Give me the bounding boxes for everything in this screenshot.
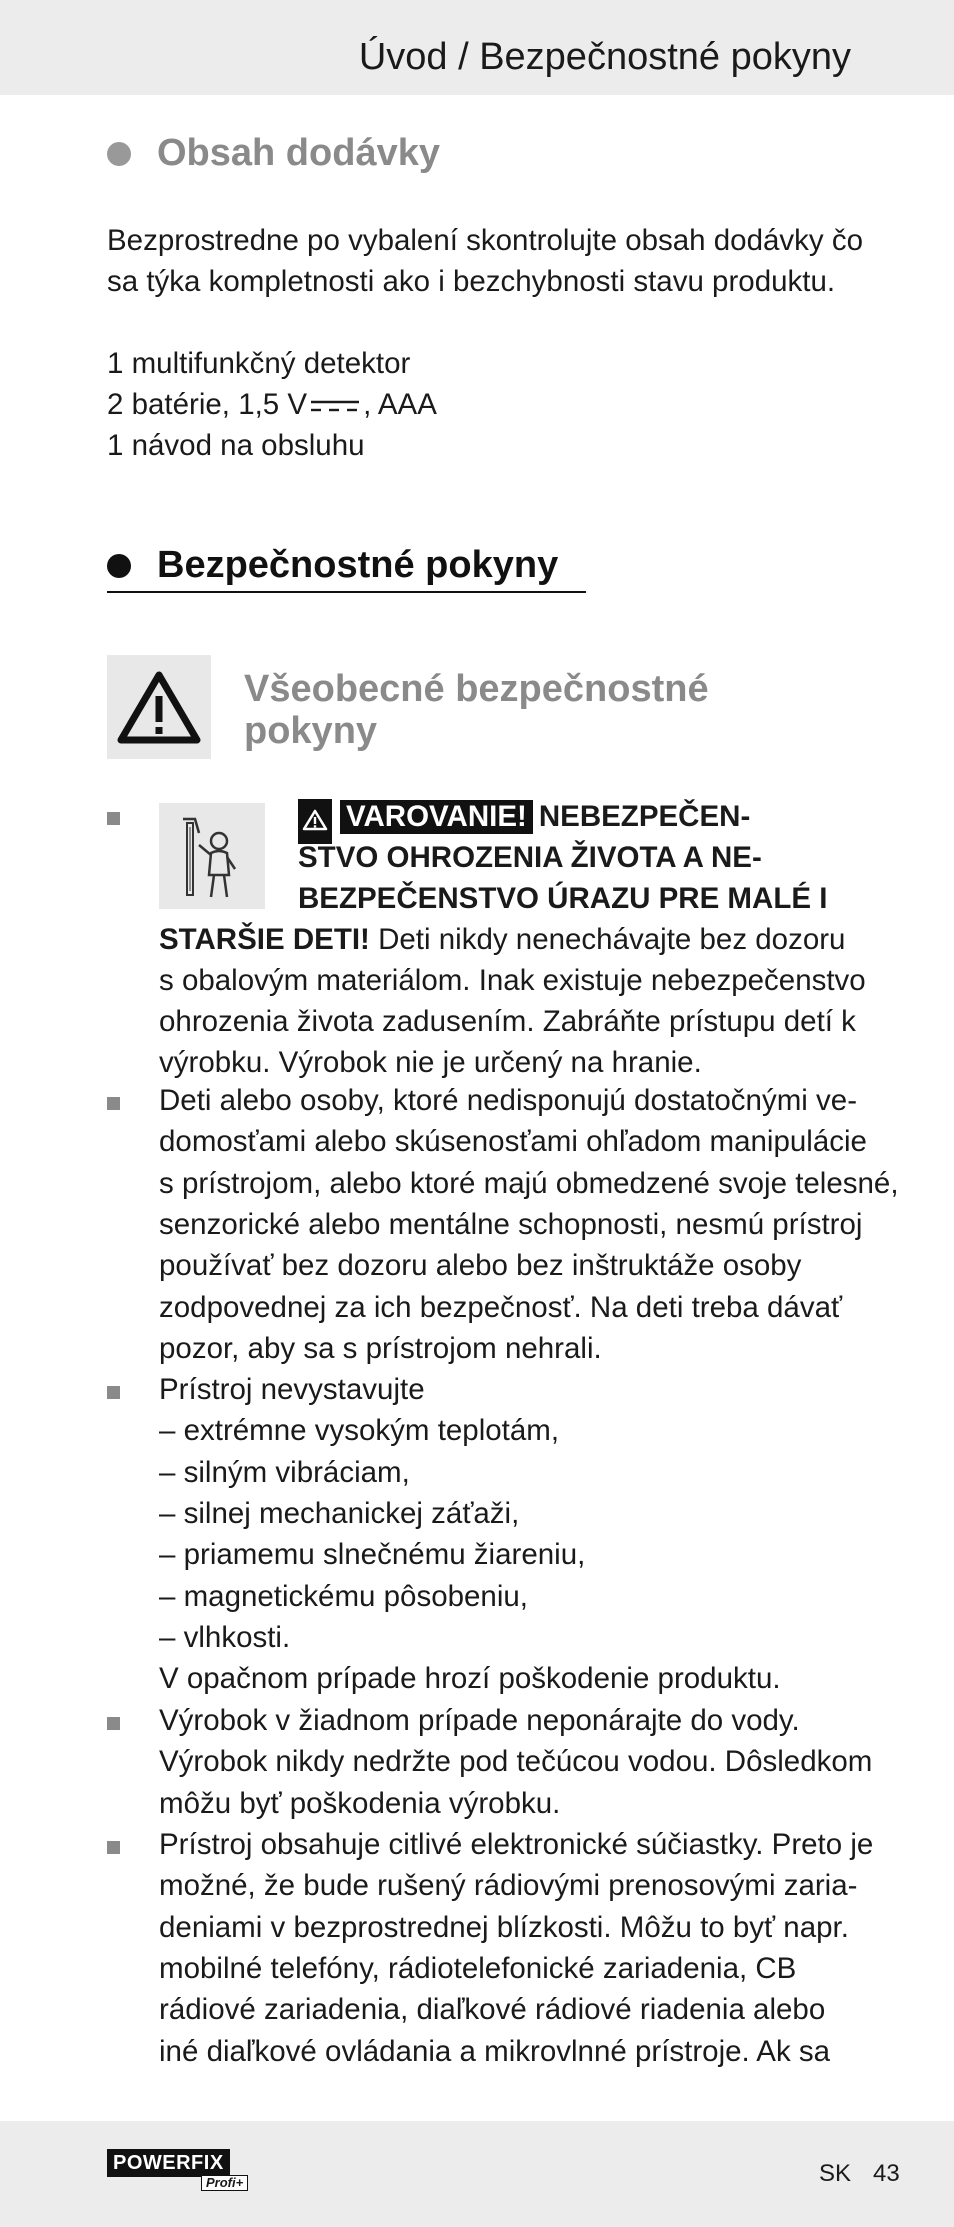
safety-heading-text: Bezpečnostné pokyny bbox=[157, 544, 559, 586]
bullet-dot-icon bbox=[107, 554, 131, 578]
contents-item-1: 1 multifunkčný detektor bbox=[107, 347, 411, 380]
page-number: 43 bbox=[873, 2160, 900, 2187]
warning-head-line-2: STVO OHROZENIA ŽIVOTA A NE- bbox=[298, 841, 762, 874]
warning-body-line-7: výrobku. Výrobok nie je určený na hranie. bbox=[159, 1046, 702, 1079]
list-bullet bbox=[107, 1386, 120, 1399]
brand-name: POWERFIX bbox=[107, 2149, 230, 2177]
warning-box bbox=[107, 655, 211, 759]
contents-intro-line-1: Bezprostredne po vybalení skontrolujte obsah dodávky čo bbox=[107, 224, 863, 257]
general-safety-heading-line-2: pokyny bbox=[244, 710, 378, 752]
list-item-line: deniami v bezprostrednej blízkosti. Môžu to byť napr. bbox=[159, 1910, 849, 1944]
safety-heading bbox=[107, 544, 558, 587]
contents-item-2 bbox=[107, 384, 437, 425]
list-item-line: – silným vibráciam, bbox=[159, 1455, 410, 1489]
list-item-line: s prístrojom, alebo ktoré majú obmedzené svoje telesné, bbox=[159, 1166, 899, 1200]
list-item-line: – priamemu slnečnému žiareniu, bbox=[159, 1538, 586, 1572]
list-item-line: domosťami alebo skúsenosťami ohľadom manipulácie bbox=[159, 1125, 867, 1159]
warning-body-line-4-rest: Deti nikdy nenechávajte bez dozoru bbox=[369, 923, 846, 956]
list-item-line: zodpovednej za ich bezpečnosť. Na deti treba dávať bbox=[159, 1290, 843, 1324]
list-item-line: – vlhkosti. bbox=[159, 1620, 291, 1654]
child-danger-box bbox=[159, 803, 265, 909]
contents-intro-line-2: sa týka kompletnosti ako i bezchybnosti stavu produktu. bbox=[107, 265, 836, 298]
list-item-line: iné diaľkové ovládania a mikrovlnné prístroje. Ak sa bbox=[159, 2034, 831, 2068]
general-safety-heading bbox=[244, 668, 709, 752]
list-item-line: používať bez dozoru alebo bez inštruktáže osoby bbox=[159, 1249, 802, 1283]
list-item-line: Výrobok v žiadnom prípade neponárajte do vody. bbox=[159, 1704, 800, 1737]
list-item-line: Prístroj obsahuje citlivé elektronické súčiastky. Preto je bbox=[159, 1828, 874, 1861]
list-item-line: možné, že bude rušený rádiovými prenosovými zaria- bbox=[159, 1869, 858, 1903]
dc-voltage-icon bbox=[309, 397, 361, 415]
list-item-line: pozor, aby sa s prístrojom nehrali. bbox=[159, 1331, 602, 1365]
child-danger-icon bbox=[159, 803, 265, 909]
list-item-line: – extrémne vysokým teplotám, bbox=[159, 1414, 560, 1448]
contents-heading bbox=[107, 132, 440, 175]
list-item-line: môžu byť poškodenia výrobku. bbox=[159, 1786, 561, 1820]
list-item-line: senzorické alebo mentálne schopnosti, nesmú prístroj bbox=[159, 1207, 863, 1241]
warning-body-line-6: ohrozenia života zadusením. Zabráňte prístupu detí k bbox=[159, 1005, 856, 1038]
contents-heading-text: Obsah dodávky bbox=[157, 132, 440, 174]
general-safety-heading-line-1: Všeobecné bezpečnostné bbox=[244, 668, 709, 710]
list-item-line: – silnej mechanickej záťaži, bbox=[159, 1496, 520, 1530]
list-item-line: Prístroj nevystavujte bbox=[159, 1373, 425, 1406]
list-item-line: Deti alebo osoby, ktoré nedisponujú dostatočnými ve- bbox=[159, 1084, 858, 1117]
page-title: Úvod / Bezpečnostné pokyny bbox=[358, 36, 851, 78]
brand-logo bbox=[107, 2149, 244, 2190]
safety-heading-underline bbox=[107, 591, 586, 593]
warning-label: VAROVANIE! bbox=[340, 800, 533, 834]
list-bullet bbox=[107, 1841, 120, 1854]
list-bullet bbox=[107, 1097, 120, 1110]
warning-head-line-4: STARŠIE DETI! bbox=[159, 923, 370, 956]
bullet-dot-icon bbox=[107, 142, 131, 166]
warning-head-line-1-rest: NEBEZPEČEN- bbox=[538, 800, 751, 833]
footer-language: SK bbox=[819, 2160, 852, 2187]
contents-item-3: 1 návod na obsluhu bbox=[107, 429, 365, 462]
list-bullet bbox=[107, 1717, 120, 1730]
list-item-line: rádiové zariadenia, diaľkové rádiové riadenia alebo bbox=[159, 1993, 826, 2027]
list-bullet bbox=[107, 812, 120, 825]
warning-body-line-5: s obalovým materiálom. Inak existuje nebezpečenstvo bbox=[159, 964, 866, 997]
contents-item-2-pre: 2 batérie, 1,5 V bbox=[107, 388, 308, 421]
list-item-line: V opačnom prípade hrozí poškodenie produktu. bbox=[159, 1662, 781, 1696]
list-item-line: Výrobok nikdy nedržte pod tečúcou vodou. Dôsledkom bbox=[159, 1745, 873, 1779]
list-item-line: – magnetickému pôsobeniu, bbox=[159, 1579, 528, 1613]
warning-body-line-4 bbox=[159, 919, 845, 960]
brand-sub: Profi+ bbox=[201, 2175, 248, 2191]
contents-item-2-post: , AAA bbox=[363, 388, 437, 421]
list-item-line: mobilné telefóny, rádiotelefonické zariadenia, CB bbox=[159, 1951, 797, 1985]
warning-triangle-icon bbox=[117, 670, 201, 744]
warning-head-line-3: BEZPEČENSTVO ÚRAZU PRE MALÉ I bbox=[298, 882, 828, 915]
